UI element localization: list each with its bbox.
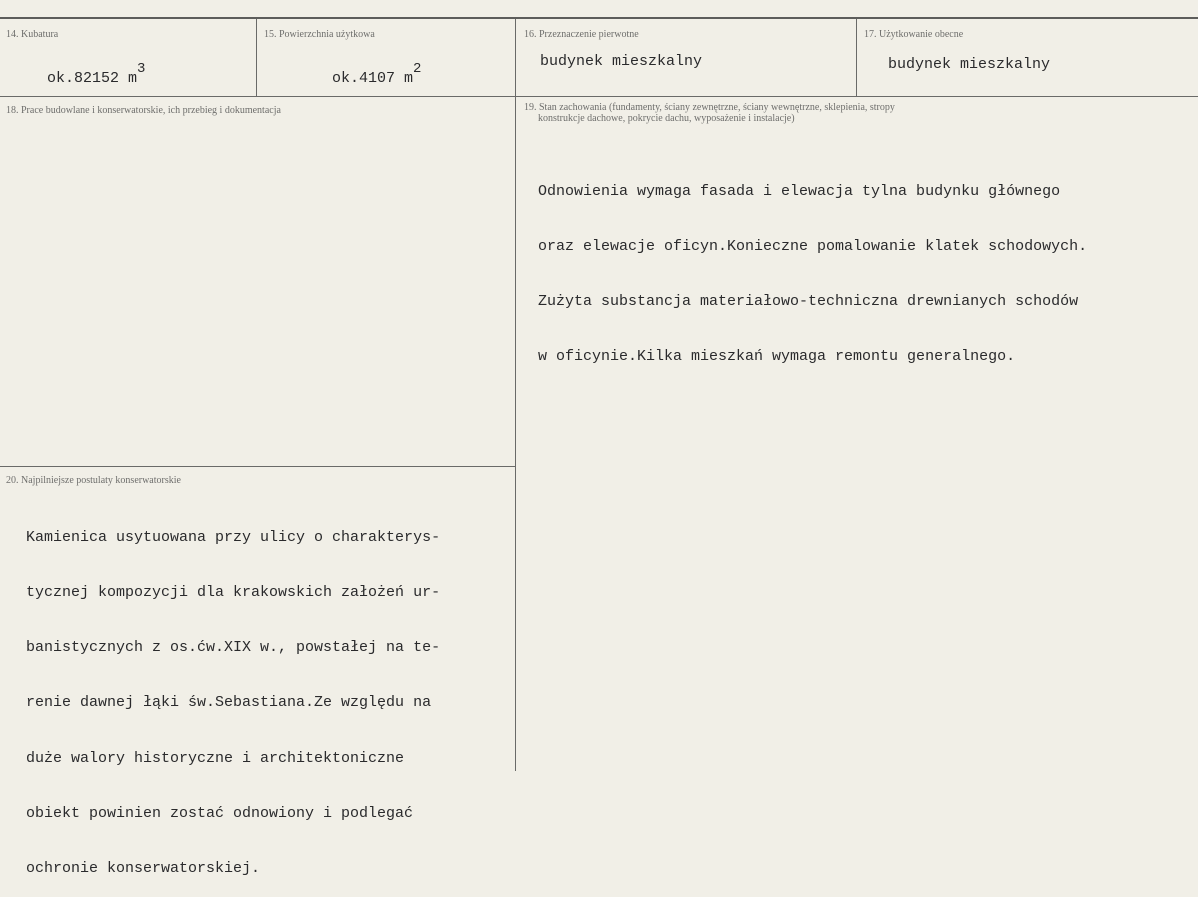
field-16-label: 16. Przeznaczenie pierwotne [524, 29, 639, 40]
field-19-line: Odnowienia wymaga fasada i elewacja tylna budynku głównego [538, 182, 1061, 200]
col-divider-3 [856, 19, 857, 96]
field-20-line: banistycznych z os.ćw.XIX w., powstałej na te- [26, 639, 441, 657]
field-17-label: 17. Użytkowanie obecne [864, 29, 964, 40]
field-15-value [314, 52, 421, 88]
field-19-line: w oficynie.Kilka mieszkań wymaga remontu generalnego. [538, 348, 1016, 366]
row1-bottom-rule [0, 96, 1198, 97]
field-20-line: renie dawnej łąki św.Sebastiana.Ze względu na [26, 694, 432, 712]
field-19-label-line-1: 19. Stan zachowania (fundamenty, ściany zewnętrzne, ściany wewnętrzne, sklepienia, stropy [524, 102, 895, 113]
field-20-line: Kamienica usytuowana przy ulicy o charakterys- [26, 528, 441, 546]
field-15-label: 15. Powierzchnia użytkowa [264, 29, 375, 40]
field-20-label: 20. Najpilniejsze postulaty konserwatorskie [6, 475, 181, 486]
field-19-label-line-2: konstrukcje dachowe, pokrycie dachu, wyposażenie i instalacje) [538, 113, 795, 124]
field-17-value: budynek mieszkalny [888, 56, 1051, 73]
col-divider-2 [515, 19, 516, 771]
field-20-top-rule [0, 466, 515, 467]
field-20-text [26, 492, 440, 897]
field-14-label: 14. Kubatura [6, 29, 59, 40]
field-14-number: ok.82152 m [47, 70, 138, 87]
field-19-text [538, 146, 1087, 385]
col-divider-1 [256, 19, 257, 96]
field-16-value: budynek mieszkalny [540, 53, 703, 70]
field-20-line: ochronie konserwatorskiej. [26, 860, 261, 878]
field-20-line: duże walory historyczne i architektoniczne [26, 749, 405, 767]
top-rule [0, 17, 1198, 19]
field-19-line: Zużyta substancja materiałowo-techniczna drewnianych schodów [538, 293, 1079, 311]
field-20-line: obiekt powinien zostać odnowiony i podlegać [26, 804, 414, 822]
field-15-unit-exponent: 2 [413, 61, 422, 77]
field-19-line: oraz elewacje oficyn.Konieczne pomalowanie klatek schodowych. [538, 238, 1088, 256]
field-15-number: ok.4107 m [332, 70, 414, 87]
field-14-unit-exponent: 3 [137, 61, 146, 77]
field-20-line: tycznej kompozycji dla krakowskich założeń ur- [26, 584, 441, 602]
field-14-value [29, 52, 145, 88]
field-18-label: 18. Prace budowlane i konserwatorskie, ich przebieg i dokumentacja [6, 105, 281, 116]
